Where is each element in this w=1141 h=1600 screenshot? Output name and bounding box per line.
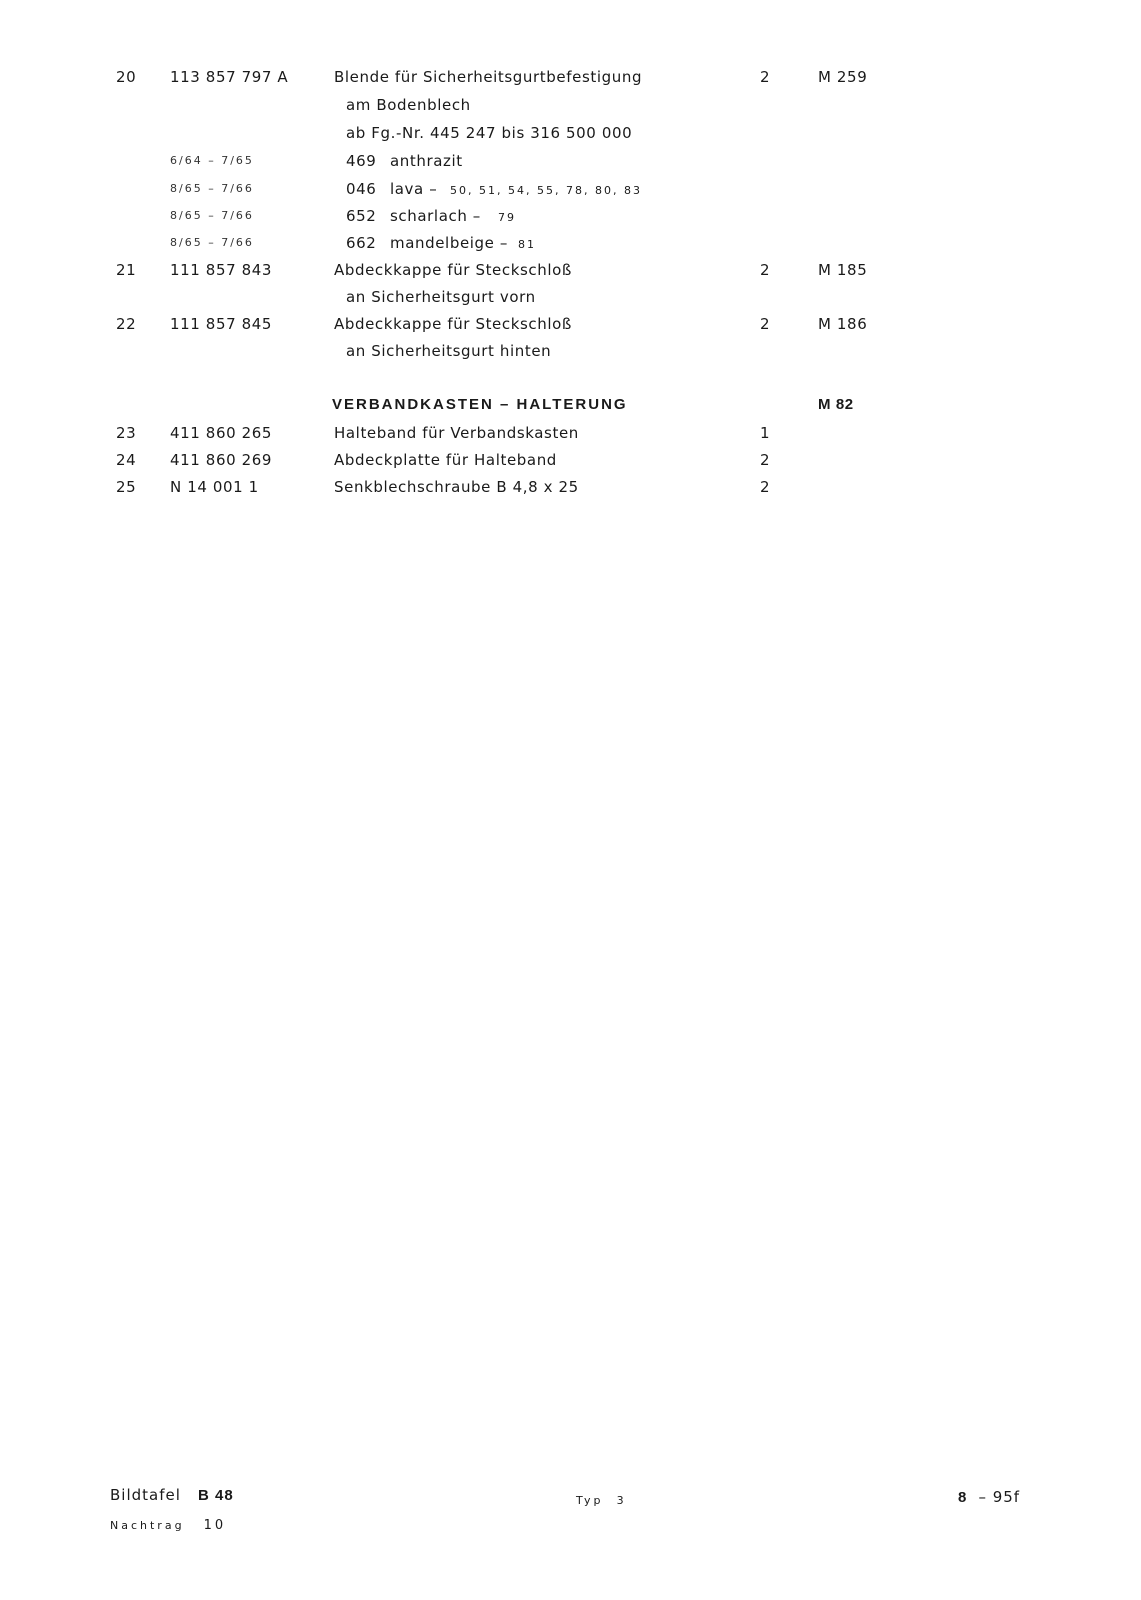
description: Blende für Sicherheitsgurtbefestigung xyxy=(334,68,643,86)
position-number: 20 xyxy=(116,68,137,86)
bildtafel-label: Bildtafel xyxy=(110,1486,181,1504)
color-model-codes: 79 xyxy=(498,211,516,224)
part-number: 411 860 265 xyxy=(170,424,273,442)
page-number-bold: 8 xyxy=(958,1489,968,1506)
date-range: 8/65 – 7/66 xyxy=(170,182,254,195)
table-row xyxy=(0,341,1141,367)
description: Abdeckkappe für Steckschloß xyxy=(334,315,572,333)
nachtrag-label: Nachtrag xyxy=(110,1519,185,1532)
table-row xyxy=(0,67,1141,93)
typ-label: Typ xyxy=(576,1494,604,1507)
color-name: lava – xyxy=(390,180,438,198)
table-row xyxy=(0,314,1141,340)
table-row xyxy=(0,123,1141,149)
section-reference: M 82 xyxy=(818,396,854,413)
date-range: 8/65 – 7/66 xyxy=(170,236,254,249)
description: Abdeckkappe für Steckschloß xyxy=(334,261,572,279)
section-heading-row xyxy=(0,395,1141,421)
reference: M 185 xyxy=(818,261,868,279)
typ-value: 3 xyxy=(616,1494,627,1507)
footer-page-number xyxy=(958,1487,1020,1506)
color-model-codes: 50, 51, 54, 55, 78, 80, 83 xyxy=(450,184,642,197)
description: Halteband für Verbandskasten xyxy=(334,424,579,442)
part-number: 111 857 845 xyxy=(170,315,273,333)
color-code: 046 xyxy=(346,180,377,198)
color-name: mandelbeige – xyxy=(390,234,508,252)
color-code: 469 xyxy=(346,152,377,170)
color-variant-row xyxy=(0,179,1141,205)
footer-bildtafel xyxy=(110,1485,234,1504)
quantity: 2 xyxy=(760,478,771,496)
position-number: 21 xyxy=(116,261,137,279)
table-row xyxy=(0,423,1141,449)
color-code: 652 xyxy=(346,207,377,225)
section-title: VERBANDKASTEN – HALTERUNG xyxy=(332,396,628,413)
quantity: 2 xyxy=(760,451,771,469)
description: ab Fg.-Nr. 445 247 bis 316 500 000 xyxy=(346,124,633,142)
position-number: 23 xyxy=(116,424,137,442)
description: an Sicherheitsgurt hinten xyxy=(346,342,552,360)
date-range: 8/65 – 7/66 xyxy=(170,209,254,222)
color-name: scharlach – xyxy=(390,207,481,225)
date-range: 6/64 – 7/65 xyxy=(170,154,254,167)
reference: M 186 xyxy=(818,315,868,333)
nachtrag-value: 10 xyxy=(203,1518,227,1533)
part-number: N 14 001 1 xyxy=(170,478,259,496)
quantity: 2 xyxy=(760,315,771,333)
description: Senkblechschraube B 4,8 x 25 xyxy=(334,478,579,496)
color-code: 662 xyxy=(346,234,377,252)
table-row xyxy=(0,450,1141,476)
description: Abdeckplatte für Halteband xyxy=(334,451,557,469)
color-variant-row xyxy=(0,233,1141,259)
part-number: 411 860 269 xyxy=(170,451,273,469)
page-number-rest: – 95f xyxy=(978,1488,1021,1506)
part-number: 113 857 797 A xyxy=(170,68,289,86)
table-row xyxy=(0,287,1141,313)
reference: M 259 xyxy=(818,68,868,86)
description: an Sicherheitsgurt vorn xyxy=(346,288,536,306)
part-number: 111 857 843 xyxy=(170,261,273,279)
table-row xyxy=(0,477,1141,503)
color-name: anthrazit xyxy=(390,152,463,170)
position-number: 25 xyxy=(116,478,137,496)
description: am Bodenblech xyxy=(346,96,471,114)
color-model-codes: 81 xyxy=(518,238,536,251)
quantity: 1 xyxy=(760,424,771,442)
table-row xyxy=(0,260,1141,286)
table-row xyxy=(0,95,1141,121)
bildtafel-value: B 48 xyxy=(198,1487,234,1504)
footer-nachtrag xyxy=(110,1514,226,1533)
color-variant-row xyxy=(0,151,1141,177)
quantity: 2 xyxy=(760,68,771,86)
color-variant-row xyxy=(0,206,1141,232)
position-number: 22 xyxy=(116,315,137,333)
footer-typ xyxy=(576,1489,627,1508)
position-number: 24 xyxy=(116,451,137,469)
quantity: 2 xyxy=(760,261,771,279)
